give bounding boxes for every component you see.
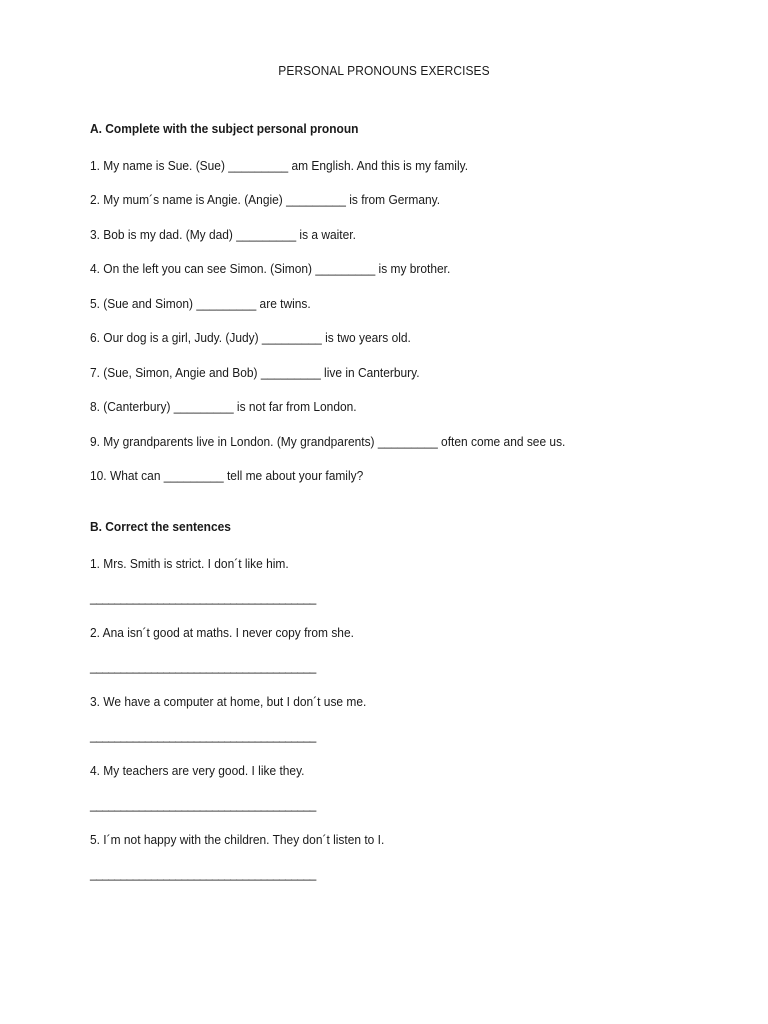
answer-line-2: _____________________________________: [90, 659, 316, 674]
answer-line-1: _____________________________________: [90, 590, 316, 605]
answer-line-3: _____________________________________: [90, 728, 316, 743]
exercise-a-item-10: 10. What can _________ tell me about your family?: [90, 468, 364, 483]
exercise-b-item-5: 5. I´m not happy with the children. They don´t listen to I.: [90, 832, 385, 847]
exercise-b-item-4: 4. My teachers are very good. I like they.: [90, 763, 305, 778]
answer-line-4: _____________________________________: [90, 797, 316, 812]
exercise-a-item-6: 6. Our dog is a girl, Judy. (Judy) _________ is two years old.: [90, 330, 411, 345]
section-a-heading: A. Complete with the subject personal pronoun: [90, 121, 359, 136]
exercise-a-item-1: 1. My name is Sue. (Sue) _________ am English. And this is my family.: [90, 158, 469, 173]
page-title: PERSONAL PRONOUNS EXERCISES: [278, 63, 490, 78]
answer-line-5: _____________________________________: [90, 866, 316, 881]
exercise-a-item-5: 5. (Sue and Simon) _________ are twins.: [90, 296, 311, 311]
exercise-a-item-3: 3. Bob is my dad. (My dad) _________ is a waiter.: [90, 227, 356, 242]
exercise-a-item-8: 8. (Canterbury) _________ is not far from London.: [90, 399, 357, 414]
section-b-heading: B. Correct the sentences: [90, 519, 231, 534]
exercise-a-item-9: 9. My grandparents live in London. (My grandparents) _________ often come and see us.: [90, 434, 566, 449]
exercise-b-item-1: 1. Mrs. Smith is strict. I don´t like him.: [90, 556, 289, 571]
exercise-b-item-3: 3. We have a computer at home, but I don´t use me.: [90, 694, 367, 709]
exercise-a-item-7: 7. (Sue, Simon, Angie and Bob) _________ live in Canterbury.: [90, 365, 420, 380]
exercise-a-item-4: 4. On the left you can see Simon. (Simon) _________ is my brother.: [90, 261, 451, 276]
exercise-a-item-2: 2. My mum´s name is Angie. (Angie) _________ is from Germany.: [90, 192, 441, 207]
exercise-b-item-2: 2. Ana isn´t good at maths. I never copy from she.: [90, 625, 354, 640]
